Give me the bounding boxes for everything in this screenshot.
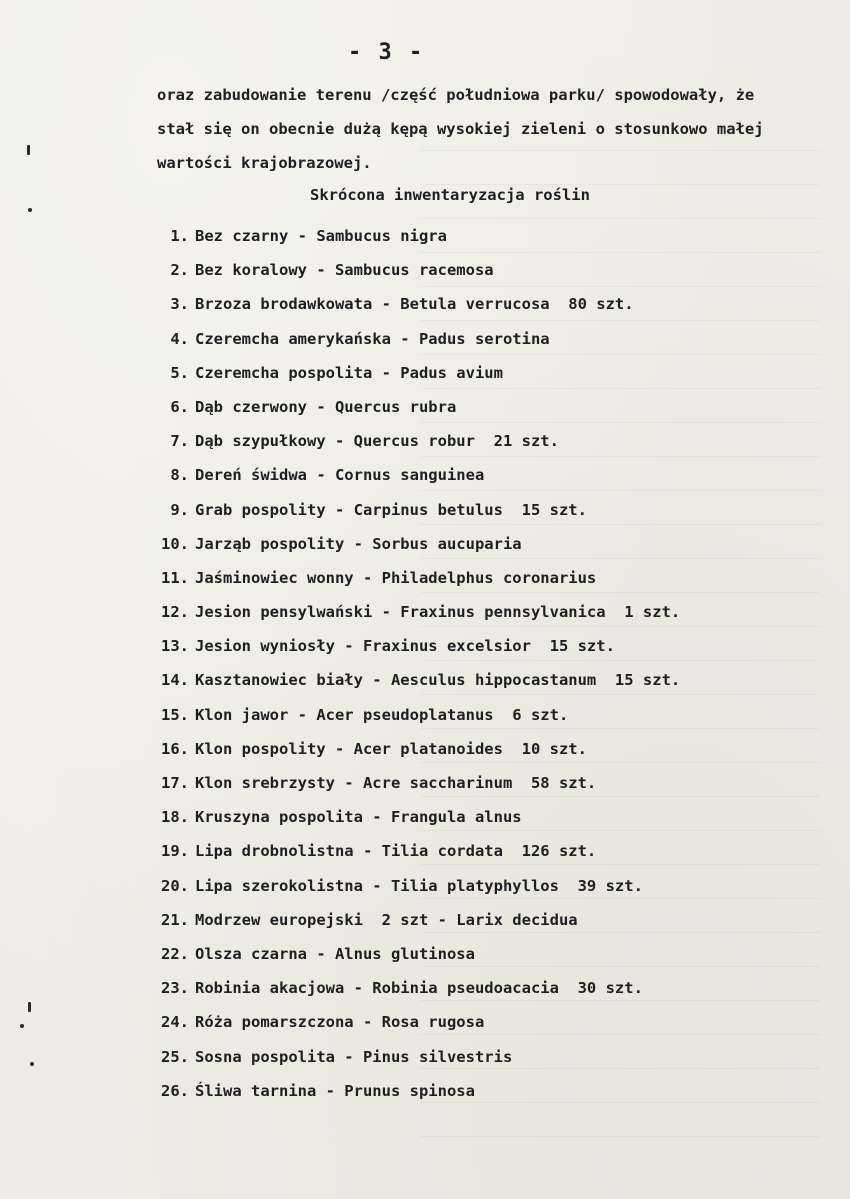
plant-item-number: 24. bbox=[161, 1013, 189, 1032]
plant-item-number: 22. bbox=[161, 944, 189, 963]
plant-item-number: 5. bbox=[170, 363, 189, 382]
plant-list-item bbox=[147, 1005, 827, 1039]
plant-list-item bbox=[147, 971, 827, 1005]
plant-item-number: 9. bbox=[170, 500, 189, 519]
plant-list-item bbox=[147, 629, 827, 663]
plant-item-text: Grab pospolity - Carpinus betulus 15 szt. bbox=[195, 500, 587, 519]
plant-list-item bbox=[147, 834, 827, 868]
plant-item-text: Klon pospolity - Acer platanoides 10 szt. bbox=[195, 739, 587, 758]
intro-paragraph bbox=[157, 78, 827, 180]
plant-list-item bbox=[147, 698, 827, 732]
plant-item-text: Lipa drobnolistna - Tilia cordata 126 szt. bbox=[195, 842, 597, 861]
intro-line: stał się on obecnie dużą kępą wysokiej zieleni o stosunkowo małej bbox=[157, 120, 764, 138]
plant-item-number: 10. bbox=[161, 534, 189, 553]
plant-item-text: Klon jawor - Acer pseudoplatanus 6 szt. bbox=[195, 705, 569, 724]
plant-item-text: Dąb czerwony - Quercus rubra bbox=[195, 397, 457, 416]
plant-item-number: 13. bbox=[161, 637, 189, 656]
plant-list-item bbox=[147, 356, 827, 390]
plant-list-item bbox=[147, 800, 827, 834]
plant-item-number: 2. bbox=[170, 261, 189, 280]
intro-line: oraz zabudowanie terenu /część południowa parku/ spowodowały, że bbox=[157, 86, 755, 104]
plant-list-item bbox=[147, 424, 827, 458]
plant-list-item bbox=[147, 663, 827, 697]
plant-item-text: Klon srebrzysty - Acre saccharinum 58 szt. bbox=[195, 774, 597, 792]
plant-item-number: 25. bbox=[161, 1047, 189, 1066]
plant-list-item bbox=[147, 1074, 827, 1108]
plant-item-text: Brzoza brodawkowata - Betula verrucosa 80 szt. bbox=[195, 295, 634, 314]
plant-item-text: Kruszyna pospolita - Frangula alnus bbox=[195, 808, 522, 827]
plant-list-item bbox=[147, 869, 827, 903]
plant-item-number: 8. bbox=[170, 466, 189, 485]
plant-item-text: Modrzew europejski 2 szt - Larix decidua bbox=[195, 910, 578, 929]
plant-item-number: 14. bbox=[161, 671, 189, 690]
plant-item-number: 26. bbox=[161, 1081, 189, 1100]
plant-list-item bbox=[147, 1040, 827, 1074]
plant-item-text: Jesion wyniosły - Fraxinus excelsior 15 szt. bbox=[195, 637, 615, 656]
plant-item-number: 16. bbox=[161, 739, 189, 758]
plant-list-item bbox=[147, 732, 827, 766]
plant-item-text: Sosna pospolita - Pinus silvestris bbox=[195, 1047, 513, 1066]
plant-list-item bbox=[147, 595, 827, 629]
plant-list-item bbox=[147, 458, 827, 492]
page-number: - 3 - bbox=[348, 40, 425, 65]
plant-list bbox=[147, 219, 827, 1108]
plant-list-item bbox=[147, 287, 827, 321]
plant-item-text: Robinia akacjowa - Robinia pseudoacacia 30 szt. bbox=[195, 979, 643, 998]
plant-item-text: Śliwa tarnina - Prunus spinosa bbox=[195, 1081, 475, 1100]
plant-item-number: 20. bbox=[161, 876, 189, 895]
plant-item-text: Dereń świdwa - Cornus sanguinea bbox=[195, 466, 485, 485]
plant-item-number: 12. bbox=[161, 603, 189, 622]
plant-item-number: 7. bbox=[170, 432, 189, 451]
margin-mark bbox=[30, 1062, 34, 1066]
intro-line: wartości krajobrazowej. bbox=[157, 154, 372, 172]
plant-item-number: 17. bbox=[161, 774, 189, 792]
plant-list-item bbox=[147, 493, 827, 527]
plant-item-text: Czeremcha amerykańska - Padus serotina bbox=[195, 329, 550, 348]
plant-item-number: 6. bbox=[170, 397, 189, 416]
plant-item-number: 19. bbox=[161, 842, 189, 861]
margin-mark bbox=[28, 1002, 31, 1012]
margin-mark bbox=[28, 208, 32, 212]
plant-list-item bbox=[147, 766, 827, 800]
plant-list-item bbox=[147, 903, 827, 937]
plant-item-number: 3. bbox=[170, 295, 189, 314]
margin-mark bbox=[27, 145, 30, 155]
plant-item-text: Róża pomarszczona - Rosa rugosa bbox=[195, 1013, 485, 1032]
plant-item-text: Jarząb pospolity - Sorbus aucuparia bbox=[195, 534, 522, 553]
plant-list-item bbox=[147, 253, 827, 287]
plant-item-text: Jaśminowiec wonny - Philadelphus coronarius bbox=[195, 568, 597, 587]
margin-mark bbox=[20, 1024, 24, 1028]
plant-item-number: 23. bbox=[161, 979, 189, 998]
plant-list-item bbox=[147, 322, 827, 356]
plant-item-text: Bez koralowy - Sambucus racemosa bbox=[195, 261, 494, 280]
plant-item-text: Dąb szypułkowy - Quercus robur 21 szt. bbox=[195, 432, 559, 451]
plant-item-number: 18. bbox=[161, 808, 189, 827]
plant-item-text: Lipa szerokolistna - Tilia platyphyllos 39 szt. bbox=[195, 876, 643, 895]
plant-list-item bbox=[147, 390, 827, 424]
plant-item-number: 4. bbox=[170, 329, 189, 348]
plant-list-item bbox=[147, 561, 827, 595]
plant-item-text: Jesion pensylwański - Fraxinus pennsylvanica 1 szt. bbox=[195, 603, 681, 622]
plant-item-number: 15. bbox=[161, 705, 189, 724]
plant-list-item bbox=[147, 527, 827, 561]
plant-item-text: Kasztanowiec biały - Aesculus hippocastanum 15 szt. bbox=[195, 671, 681, 690]
plant-list-item bbox=[147, 937, 827, 971]
plant-item-text: Bez czarny - Sambucus nigra bbox=[195, 227, 447, 245]
plant-item-text: Olsza czarna - Alnus glutinosa bbox=[195, 944, 475, 963]
plant-item-number: 21. bbox=[161, 910, 189, 929]
plant-item-number: 11. bbox=[161, 568, 189, 587]
section-title: Skrócona inwentaryzacja roślin bbox=[310, 186, 590, 204]
plant-item-text: Czeremcha pospolita - Padus avium bbox=[195, 363, 503, 382]
plant-list-item bbox=[147, 219, 827, 253]
plant-item-number: 1. bbox=[170, 227, 189, 245]
